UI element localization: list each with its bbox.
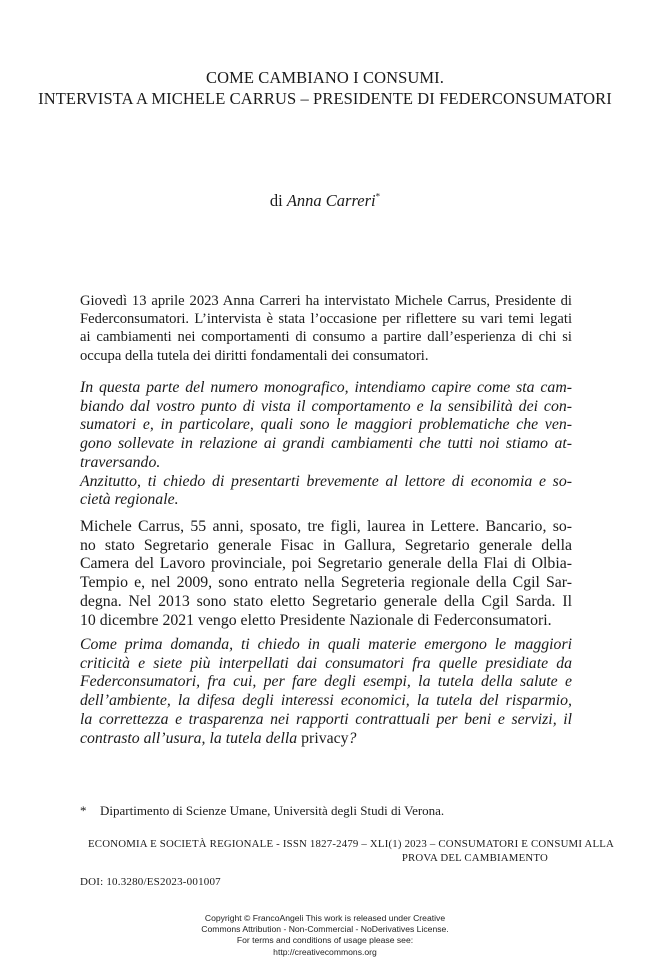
author-name: Anna Carreri: [286, 191, 376, 210]
footnote-mark: *: [80, 803, 87, 818]
text-line: Come prima domanda, ti chiedo in quali materie emergono le maggiori: [80, 636, 572, 653]
text-line: In questa parte del numero monografico, intendiamo capire come sta cam-: [80, 379, 572, 396]
license-line: Commons Attribution - Non-Commercial - NoDerivatives License.: [201, 924, 449, 935]
article-title-line-2: INTERVISTA A MICHELE CARRUS – PRESIDENTE DI FEDERCONSUMATORI: [38, 89, 612, 108]
text-line: cietà regionale.: [80, 491, 179, 509]
journal-line-2: PROVA DEL CAMBIAMENTO: [401, 852, 548, 864]
text-line: biando dal vostro punto di vista il comportamento e la sensibilità dei con-: [80, 397, 572, 415]
text-line: dell’ambiente, la difesa degli interessi economici, la tutela del risparmio,: [80, 692, 572, 710]
text-line: criticità e siete più interpellati dai consumatori fra quelle presidiate da: [80, 654, 572, 672]
journal-line-1: ECONOMIA E SOCIETÀ REGIONALE - ISSN 1827-2479 – XLI(1) 2023 – CONSUMATORI E CONSUMI ALLA: [88, 838, 615, 850]
text-line: Giovedì 13 aprile 2023 Anna Carreri ha intervistato Michele Carrus, Presidente di: [80, 293, 572, 309]
intro-paragraph: [80, 292, 572, 365]
text-line: traversando.: [80, 453, 161, 471]
interview-answer-1: [80, 518, 572, 630]
doi: DOI: 10.3280/ES2023-001007: [80, 876, 221, 888]
privacy-word: privacy: [301, 729, 349, 747]
text-line: Tempio e, nel 2009, sono entrato nella Segreteria regionale della Cgil Sar-: [80, 574, 572, 592]
text-line: sumatori e, in particolare, quali sono le maggiori problematiche che ven-: [80, 416, 572, 434]
footnote-text: Dipartimento di Scienze Umane, Università degli Studi di Verona.: [100, 803, 445, 818]
text-line: gono sollevate in relazione ai grandi cambiamenti che tutti noi stiamo at-: [80, 435, 572, 453]
interview-question-1: [80, 379, 572, 510]
text-line: [80, 730, 572, 749]
interview-question-2: [80, 636, 572, 748]
text-line: occupa della tutela dei diritti fondamentali dei consumatori.: [80, 347, 429, 364]
text-line: Federconsumatori. L’intervista è stata l’occasione per riflettere su vari temi legati: [80, 311, 572, 328]
license-notice: [0, 913, 650, 958]
text-line: Camera del Lavoro provinciale, poi Segretario generale della Flai di Olbia-: [80, 555, 572, 573]
license-link[interactable]: http://creativecommons.org: [273, 946, 377, 957]
article-title-line-1: COME CAMBIANO I CONSUMI.: [205, 68, 444, 87]
text-line: Michele Carrus, 55 anni, sposato, tre figli, laurea in Lettere. Bancario, so-: [80, 518, 572, 535]
text-line: degna. Nel 2013 sono stato eletto Segretario generale della Cgil Sarda. Il: [80, 592, 572, 610]
text-line: 10 dicembre 2021 vengo eletto Presidente Nazionale di Federconsumatori.: [80, 611, 552, 629]
text-line: Anzitutto, ti chiedo di presentarti brevemente al lettore di economia e so-: [80, 472, 572, 490]
author-prefix: di: [269, 191, 287, 210]
question-mark: ?: [348, 729, 357, 747]
license-line: For terms and conditions of usage please see:: [236, 935, 414, 946]
text-line: no stato Segretario generale Fisac in Gallura, Segretario generale della: [80, 536, 572, 554]
text-line: la correttezza e trasparenza nei rapporti contrattuali per beni e servizi, il: [80, 710, 572, 728]
text-fragment: contrasto all’usura, la tutela della: [80, 729, 302, 747]
author-footnote-mark: *: [375, 191, 381, 202]
author-line: [0, 191, 650, 211]
journal-citation: [88, 837, 615, 865]
footnote: [80, 803, 444, 819]
text-line: Federconsumatori, fra cui, per fare degli esempi, la tutela della salute e: [80, 673, 572, 691]
text-line: ai cambiamenti nei comportamenti di consumo a partire dall’esperienza di chi si: [80, 329, 572, 346]
license-line: Copyright © FrancoAngeli This work is released under Creative: [204, 913, 446, 923]
